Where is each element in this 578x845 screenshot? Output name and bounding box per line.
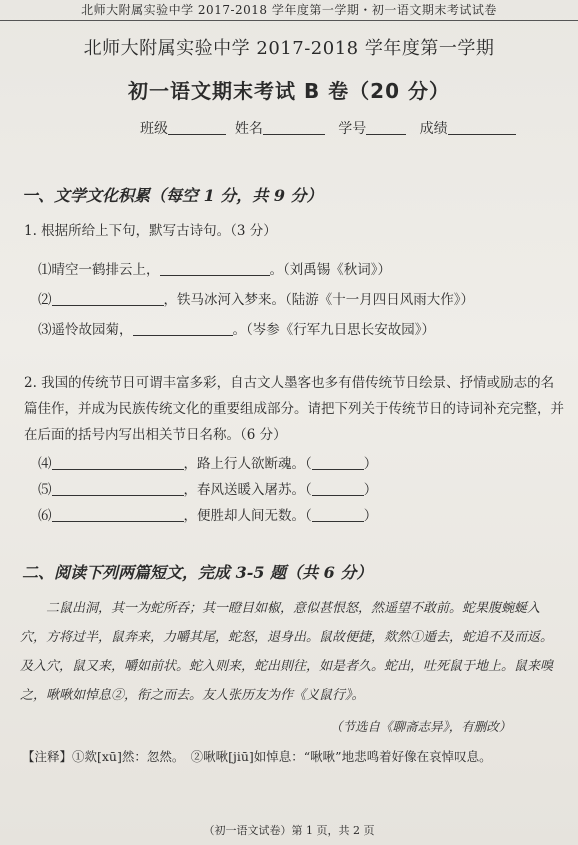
answer-blank[interactable] bbox=[52, 481, 184, 496]
q2-stem: 2. 我国的传统节日可谓丰富多彩，自古文人墨客也多有借传统节日绘景、抒情或励志的名篇佳作，并成为民族传统文化的重要组成部分。请把下列关于传统节日的诗词补充完整，并在后面的括号内写出相关节日名称。（6 分） bbox=[24, 375, 564, 443]
answer-blank[interactable] bbox=[160, 261, 270, 276]
q1-line-1: ⑴晴空一鹤排云上， 。（刘禹锡《秋词》） bbox=[38, 262, 391, 278]
annotation-note: 【注释】①欻[xū]然：忽然。 ②啾啾[jiū]如悼息：“啾啾”地悲鸣着好像在哀悼叹息。 bbox=[22, 749, 492, 764]
number-label: 学号 bbox=[338, 121, 367, 137]
festival-blank[interactable] bbox=[312, 507, 364, 522]
exam-title-line2: 初一语文期末考试 B 卷（20 分） bbox=[128, 79, 450, 103]
class-blank[interactable] bbox=[168, 120, 226, 135]
q1-line-3: ⑶遥怜故园菊， 。（岑参《行军九日思长安故园》） bbox=[38, 322, 435, 338]
section2-heading: 二、阅读下列两篇短文，完成 3-5 题（共 6 分） bbox=[22, 563, 373, 582]
exam-title-line1: 北师大附属实验中学 2017-2018 学年度第一学期 bbox=[83, 38, 495, 59]
festival-blank[interactable] bbox=[312, 455, 364, 470]
answer-blank[interactable] bbox=[52, 455, 184, 470]
answer-blank[interactable] bbox=[52, 291, 164, 306]
q2-line-6: ⑹ ，便胜却人间无数。（ ） bbox=[38, 508, 378, 524]
passage-source: （节选自《聊斋志异》，有删改） bbox=[330, 719, 512, 734]
reading-passage: 二鼠出洞，其一为蛇所吞；其一瞪目如椒，意似甚恨怒，然遥望不敢前。蛇果腹蜿蜒入穴，方将过半，鼠奔来，力嚼其尾，蛇怒，退身出。鼠故便捷，欻然①遁去，蛇追不及而返。及入穴，鼠又来，嚼如前状。蛇入则来，蛇出則往，如是者久。蛇出，吐死鼠于地上。鼠来嗅之，啾啾如悼息②，衔之而去。友人张历友为作《义鼠行》。 bbox=[20, 601, 554, 703]
number-blank[interactable] bbox=[366, 120, 406, 135]
name-blank[interactable] bbox=[263, 120, 325, 135]
page-footer: （初一语文试卷）第 1 页，共 2 页 bbox=[203, 824, 375, 837]
festival-blank[interactable] bbox=[312, 481, 364, 496]
answer-blank[interactable] bbox=[52, 507, 184, 522]
student-info-row bbox=[140, 118, 540, 138]
section1-heading: 一、文学文化积累（每空 1 分，共 9 分） bbox=[22, 186, 323, 205]
q1-line-2: ⑵ ，铁马冰河入梦来。（陆游《十一月四日风雨大作》） bbox=[38, 292, 474, 308]
score-blank[interactable] bbox=[448, 120, 516, 135]
running-header: 北师大附属实验中学 2017-2018 学年度第一学期・初一语文期末考试试卷 bbox=[0, 0, 578, 21]
score-label: 成绩 bbox=[419, 121, 448, 137]
name-label: 姓名 bbox=[234, 121, 263, 137]
answer-blank[interactable] bbox=[133, 321, 233, 336]
q2-line-5: ⑸ ，春风送暖入屠苏。（ ） bbox=[38, 482, 378, 498]
q1-stem: 1. 根据所给上下句，默写古诗句。（3 分） bbox=[24, 223, 277, 239]
class-label: 班级 bbox=[140, 121, 168, 137]
q2-line-4: ⑷ ，路上行人欲断魂。（ ） bbox=[38, 456, 378, 472]
